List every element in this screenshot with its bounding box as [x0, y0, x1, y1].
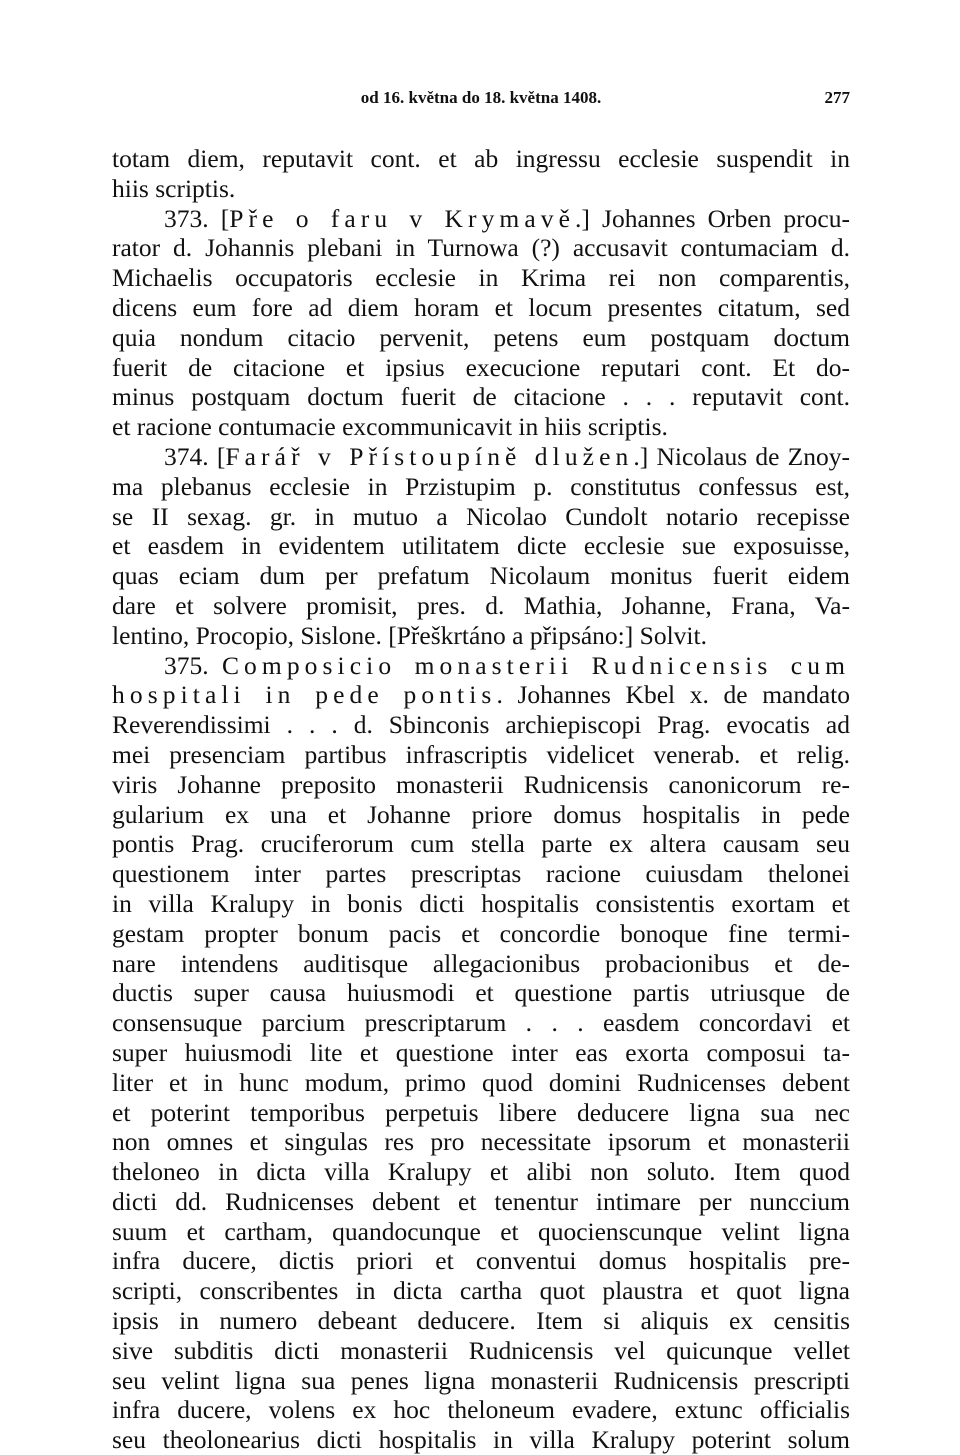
text-line: infra ducere, volens ex hoc theloneum evadere, extunc officialis [112, 1395, 850, 1425]
text-segment: .] Nicolaus de Znoy- [633, 441, 850, 471]
text-line: suum et cartham, quandocunque et quocienscunque velint ligna [112, 1216, 850, 1246]
text-line: liter et in hunc modum, primo quod domini Rudnicenses debent [112, 1067, 850, 1097]
text-line: sive subditis dicti monasterii Rudnicensis vel quicunque vellet [112, 1335, 850, 1365]
spaced-heading-text: Pře o faru v Krymavě [229, 203, 576, 233]
body-text [112, 144, 850, 1455]
text-line: et racione contumacie excommunicavit in hiis scriptis. [112, 412, 668, 442]
page-number: 277 [824, 88, 850, 107]
text-line: quas eciam dum per prefatum Nicolaum monitus fuerit eidem [112, 561, 850, 591]
text-line: hiis scriptis. [112, 173, 236, 203]
text-line: Reverendissimi . . . d. Sbinconis archiepiscopi Prag. evocatis ad [112, 710, 850, 740]
text-line: viris Johanne preposito monasterii Rudnicensis canonicorum re- [112, 769, 850, 799]
text-line: lentino, Procopio, Sislone. [Přeškrtáno a připsáno:] Solvit. [112, 620, 707, 650]
text-line: infra ducere, dictis priori et conventui domus hospitalis pre- [112, 1246, 850, 1276]
text-line: seu theolonearius dicti hospitalis in villa Kralupy poterint solum [112, 1425, 850, 1455]
text-line: in villa Kralupy in bonis dicti hospitalis consistentis exortam et [112, 888, 850, 918]
text-line: se II sexag. gr. in mutuo a Nicolao Cundolt notario recepisse [112, 501, 850, 531]
text-line: gularium ex una et Johanne priore domus hospitalis in pede [112, 799, 850, 829]
text-line: ipsis in numero debeant deducere. Item si aliquis ex censitis [112, 1306, 850, 1336]
text-line: rator d. Johannis plebani in Turnowa (?) accusavit contumaciam d. [112, 233, 850, 263]
spaced-heading-text: Composicio monasterii Rudnicensis cum [221, 650, 850, 680]
spaced-heading-text: hospitali in pede pontis [112, 680, 497, 710]
text-line: super huiusmodi lite et questione inter eas exorta composui ta- [112, 1037, 850, 1067]
text-line: ma plebanus ecclesie in Przistupim p. constitutus confessus est, [112, 471, 850, 501]
text-line [112, 651, 850, 681]
text-line: et easdem in evidentem utilitatem dicte ecclesie sue exposuisse, [112, 531, 850, 561]
page-header [112, 88, 850, 116]
text-line: et poterint temporibus perpetuis libere deducere ligna sua nec [112, 1097, 850, 1127]
text-line: fuerit de citacione et ipsius execucione reputari cont. Et do- [112, 352, 850, 382]
text-line: theloneo in dicta villa Kralupy et alibi non soluto. Item quod [112, 1157, 850, 1187]
text-line [112, 204, 850, 234]
text-line: pontis Prag. cruciferorum cum stella parte ex altera causam seu [112, 829, 850, 859]
text-line: minus postquam doctum fuerit de citacione . . . reputavit cont. [112, 382, 850, 412]
text-line: ductis super causa huiusmodi et questione partis utriusque de [112, 978, 850, 1008]
text-line: totam diem, reputavit cont. et ab ingressu ecclesie suspendit in [112, 144, 850, 173]
text-line: consensuque parcium prescriptarum . . . easdem concordavi et [112, 1008, 850, 1038]
text-segment: 375. [164, 650, 222, 680]
text-line: dicti dd. Rudnicenses debent et tenentur intimare per nunccium [112, 1186, 850, 1216]
text-line: seu velint ligna sua penes ligna monasterii Rudnicensis prescripti [112, 1365, 850, 1395]
text-segment: 373. [ [164, 203, 230, 233]
text-segment: 374. [ [164, 441, 226, 471]
text-line: scripti, conscribentes in dicta cartha quot plaustra et quot ligna [112, 1276, 850, 1306]
text-line: nare intendens auditisque allegacionibus probacionibus et de- [112, 948, 850, 978]
text-segment: .] Johannes Orben procu- [575, 203, 850, 233]
text-line: non omnes et singulas res pro necessitate ipsorum et monasterii [112, 1127, 850, 1157]
text-line [112, 680, 850, 710]
text-line: gestam propter bonum pacis et concordie bonoque fine termi- [112, 918, 850, 948]
text-line [112, 442, 850, 472]
text-line: questionem inter partes prescriptas racione cuiusdam thelonei [112, 859, 850, 889]
text-line: mei presenciam partibus infrascriptis videlicet venerab. et relig. [112, 739, 850, 769]
text-line: quia nondum citacio pervenit, petens eum postquam doctum [112, 322, 850, 352]
running-title: od 16. května do 18. května 1408. [360, 88, 602, 107]
text-line: Michaelis occupatoris ecclesie in Krima rei non comparentis, [112, 263, 850, 293]
text-segment: . Johannes Kbel x. de mandato [496, 680, 850, 710]
spaced-heading-text: Farář v Přístoupíně dlužen [225, 441, 634, 471]
text-line: dare et solvere promisit, pres. d. Mathia, Johanne, Frana, Va- [112, 590, 850, 620]
text-line: dicens eum fore ad diem horam et locum presentes citatum, sed [112, 292, 850, 322]
